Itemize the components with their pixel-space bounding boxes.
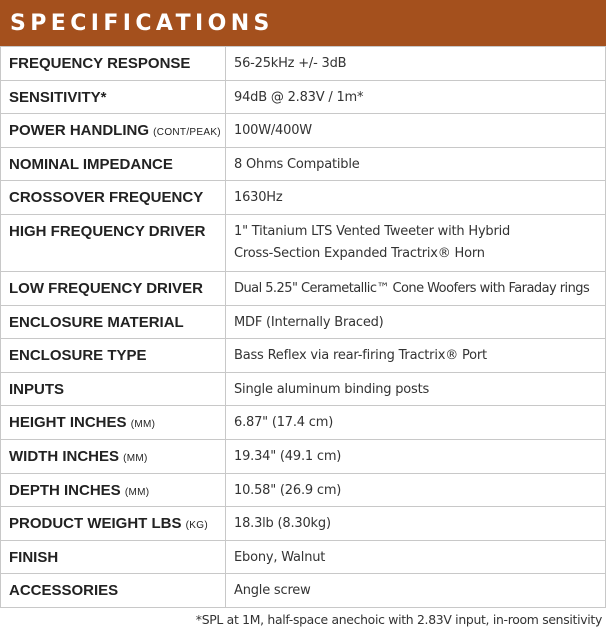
spec-value-text: 94dB @ 2.83V / 1m* — [234, 89, 364, 105]
spec-label — [1, 271, 226, 305]
spec-label — [1, 181, 226, 215]
spec-value-text: MDF (Internally Braced) — [234, 314, 384, 330]
table-row-low-frequency-driver — [1, 271, 606, 305]
spec-value-text: Angle screw — [234, 583, 311, 599]
spec-label-text: ENCLOSURE MATERIAL — [9, 313, 184, 331]
table-row-sensitivity — [1, 80, 606, 114]
specifications-table — [0, 46, 606, 608]
spec-label — [1, 47, 226, 81]
table-row-width — [1, 439, 606, 473]
table-row-finish — [1, 540, 606, 574]
spec-label-text: FREQUENCY RESPONSE — [9, 55, 191, 72]
spec-label-text: INPUTS — [9, 380, 65, 398]
spec-label-text: PRODUCT WEIGHT LBS — [9, 515, 182, 533]
spec-label — [1, 574, 226, 608]
spec-value — [226, 271, 606, 305]
table-row-enclosure-material — [1, 305, 606, 339]
spec-value — [226, 339, 606, 373]
table-row-product-weight — [1, 507, 606, 541]
spec-value — [226, 574, 606, 608]
spec-label-text: POWER HANDLING — [9, 122, 149, 140]
spec-value — [226, 540, 606, 574]
spec-value — [226, 406, 606, 440]
spec-label — [1, 372, 226, 406]
table-row-frequency-response — [1, 47, 606, 81]
spec-label-text: HIGH FREQUENCY DRIVER — [9, 222, 206, 240]
spec-value — [226, 80, 606, 114]
specifications-header — [0, 0, 606, 46]
spec-label — [1, 305, 226, 339]
spec-value-text: 18.3lb (8.30kg) — [234, 516, 331, 532]
spec-unit: (CONT/PEAK) — [153, 127, 221, 139]
spec-label-text: WIDTH INCHES — [9, 447, 119, 465]
table-row-power-handling — [1, 114, 606, 148]
spec-label — [1, 406, 226, 440]
spec-unit: (MM) — [130, 419, 156, 431]
spec-label-text: ACCESSORIES — [9, 582, 119, 600]
spec-label — [1, 80, 226, 114]
spec-label-text: FINISH — [9, 548, 59, 566]
spec-unit: (KG) — [185, 520, 208, 532]
footnote: *SPL at 1M, half-space anechoic with 2.83V input, in-room sensitivity — [195, 612, 602, 627]
spec-label-text: SENSITIVITY* — [9, 88, 107, 106]
spec-value — [226, 305, 606, 339]
spec-label — [1, 540, 226, 574]
spec-value — [226, 114, 606, 148]
table-row-inputs — [1, 372, 606, 406]
spec-value — [226, 439, 606, 473]
spec-value-text: 19.34" (49.1 cm) — [234, 448, 342, 464]
spec-value — [226, 47, 606, 81]
spec-label — [1, 507, 226, 541]
spec-label-text: HEIGHT INCHES — [9, 414, 127, 432]
spec-label-text: ENCLOSURE TYPE — [9, 347, 147, 365]
spec-label — [1, 473, 226, 507]
table-row-height — [1, 406, 606, 440]
spec-unit: (MM) — [124, 486, 150, 498]
table-row-depth — [1, 473, 606, 507]
spec-label-text: LOW FREQUENCY DRIVER — [9, 279, 203, 297]
spec-value-text: 10.58" (26.9 cm) — [234, 482, 342, 498]
table-row-enclosure-type — [1, 339, 606, 373]
spec-value-text: Dual 5.25" Cerametallic™ Cone Woofers with Faraday rings — [234, 280, 590, 296]
table-row-nominal-impedance — [1, 147, 606, 181]
spec-value-text: 1630Hz — [234, 190, 283, 206]
spec-value-text: Bass Reflex via rear-firing Tractrix® Port — [234, 348, 487, 364]
spec-value — [226, 181, 606, 215]
spec-label-text: DEPTH INCHES — [9, 481, 121, 499]
spec-value-text: 6.87" (17.4 cm) — [234, 415, 334, 431]
spec-value-text: 8 Ohms Compatible — [234, 156, 360, 172]
spec-value — [226, 507, 606, 541]
spec-value — [226, 214, 606, 271]
table-row-high-frequency-driver — [1, 214, 606, 271]
spec-value-text: 1" Titanium LTS Vented Tweeter with Hybrid — [234, 223, 511, 239]
spec-value-text: 56-25kHz +/- 3dB — [234, 56, 347, 71]
spec-value-text-line-2: Cross-Section Expanded Tractrix® Horn — [234, 245, 485, 261]
page-title: SPECIFICATIONS — [10, 10, 274, 36]
spec-unit: (MM) — [123, 452, 148, 464]
spec-label-text: NOMINAL IMPEDANCE — [9, 155, 173, 173]
spec-value-text: Single aluminum binding posts — [234, 381, 430, 397]
spec-value — [226, 147, 606, 181]
spec-value — [226, 473, 606, 507]
spec-label — [1, 214, 226, 271]
spec-label — [1, 439, 226, 473]
table-row-crossover-frequency — [1, 181, 606, 215]
spec-label-text: CROSSOVER FREQUENCY — [9, 189, 204, 207]
spec-value — [226, 372, 606, 406]
spec-label — [1, 339, 226, 373]
spec-label — [1, 147, 226, 181]
spec-label — [1, 114, 226, 148]
table-row-accessories — [1, 574, 606, 608]
spec-value-text: Ebony, Walnut — [234, 549, 326, 565]
spec-value-text: 100W/400W — [234, 123, 312, 139]
